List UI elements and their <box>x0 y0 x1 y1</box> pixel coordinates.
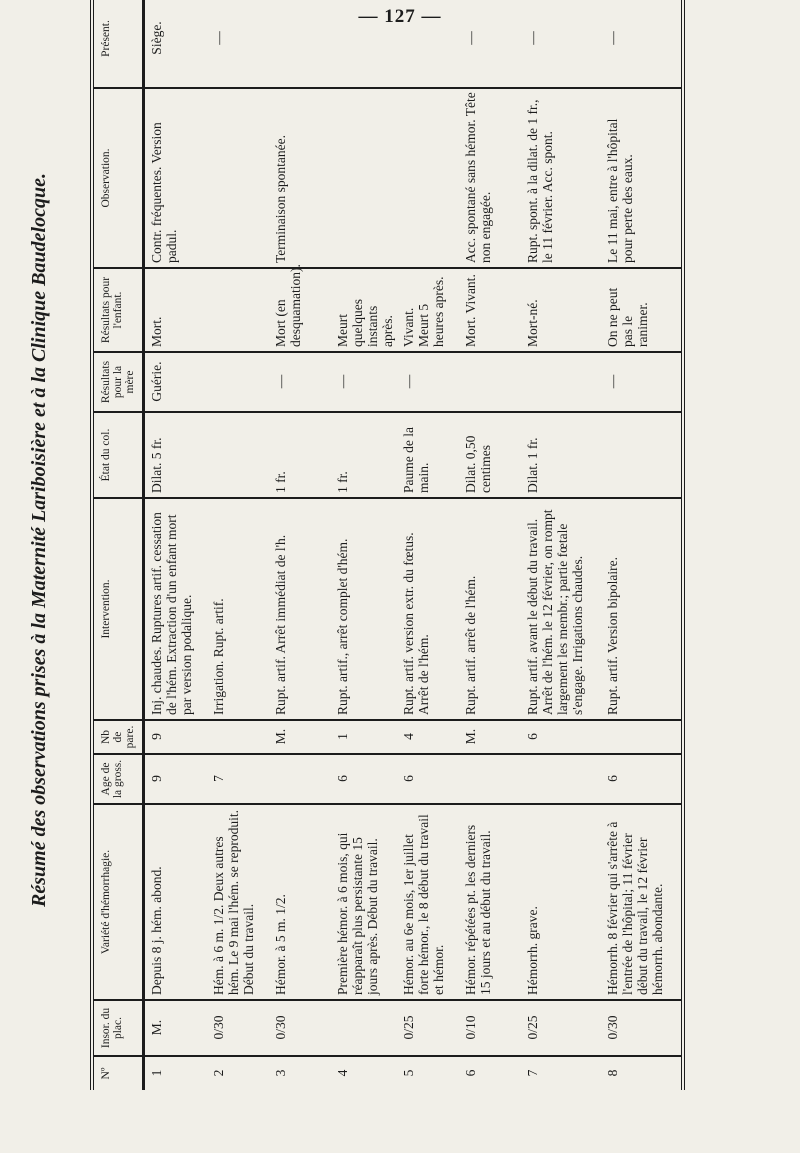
column-header: Résultats pour l'enfant. <box>92 268 144 352</box>
cell-mere <box>521 352 601 412</box>
table-row <box>601 0 683 1090</box>
column-header: Age de la gross. <box>92 754 144 804</box>
cell-observation: Le 11 mai, entre à l'hôpital pour perte des eaux. <box>601 88 683 268</box>
table-row <box>397 0 459 1090</box>
cell-present: Siège. <box>144 0 208 88</box>
cell-pare <box>207 720 269 754</box>
cell-present: — <box>459 0 521 88</box>
cell-variete: Première hémor. à 6 mois, qui réapparaît plus persistante 15 jours après. Début du travail. <box>331 804 397 1000</box>
cell-observation <box>331 88 397 268</box>
cell-enfant: Mort. <box>144 268 208 352</box>
cell-observation: Acc. spontané sans hémor. Tête non engagée. <box>459 88 521 268</box>
cell-mere: — <box>331 352 397 412</box>
table-caption: Résumé des observations prises à la Maternité Lariboisière et à la Clinique Baudelocque. <box>28 173 50 907</box>
cell-age <box>521 754 601 804</box>
cell-enfant: Mort-né. <box>521 268 601 352</box>
cell-col: 1 fr. <box>269 412 331 498</box>
cell-intervention: Rupt. artif. avant le début du travail. Arrêt de l'hém. le 12 février, on rompt largement les membr.; partie fœtale s'engage. Irrigations chaudes. <box>521 498 601 720</box>
cell-col: Dilat. 0,50 centimes <box>459 412 521 498</box>
cell-age <box>459 754 521 804</box>
cell-variete: Hémorrh. 8 février qui s'arrête à l'entrée de l'hôpital; 11 février début du travail, le 12 février hémorrh. abondante. <box>601 804 683 1000</box>
table-row <box>459 0 521 1090</box>
cell-insertion <box>331 1000 397 1056</box>
cell-insertion: 0/30 <box>269 1000 331 1056</box>
cell-mere: — <box>601 352 683 412</box>
cell-age: 6 <box>601 754 683 804</box>
cell-no: 3 <box>273 1069 288 1077</box>
cell-enfant: On ne peut pas le ranimer. <box>601 268 683 352</box>
cell-variete: Hémor. au 6e mois, 1er juillet forte hémor., le 8 début du travail et hémor. <box>397 804 459 1000</box>
cell-enfant: Mort. Vivant. <box>459 268 521 352</box>
cell-insertion: 0/30 <box>601 1000 683 1056</box>
cell-col: Dilat. 1 fr. <box>521 412 601 498</box>
column-header: Nb de pare. <box>92 720 144 754</box>
cell-pare: M. <box>269 720 331 754</box>
cell-age: 6 <box>397 754 459 804</box>
cell-intervention: Rupt. artif. version extr. du fœtus. Arrêt de l'hém. <box>397 498 459 720</box>
cell-age: 9 <box>144 754 208 804</box>
cell-insertion: M. <box>144 1000 208 1056</box>
table-row <box>144 0 208 1090</box>
cell-col <box>207 412 269 498</box>
cell-observation <box>207 88 269 268</box>
rotated-table-block <box>28 0 688 1090</box>
cell-present <box>331 0 397 88</box>
cell-pare <box>601 720 683 754</box>
cell-age: 6 <box>331 754 397 804</box>
cell-intervention: Rupt. artif. Arrêt immédiat de l'h. <box>269 498 331 720</box>
table-body <box>144 0 684 1090</box>
column-header: Variété d'hémorrhagie. <box>92 804 144 1000</box>
cell-col: 1 fr. <box>331 412 397 498</box>
cell-mere <box>459 352 521 412</box>
cell-mere: — <box>269 352 331 412</box>
cell-variete: Hémor. à 5 m. 1/2. <box>269 804 331 1000</box>
cell-age: 7 <box>207 754 269 804</box>
cell-no: 5 <box>401 1069 416 1077</box>
cell-pare: 1 <box>331 720 397 754</box>
cell-insertion: 0/25 <box>521 1000 601 1056</box>
table-row <box>207 0 269 1090</box>
cell-present <box>269 0 331 88</box>
cell-no: 1 <box>149 1069 164 1077</box>
cell-enfant: Mort (en desquamation). <box>269 268 331 352</box>
cell-observation: Rupt. spont. à la dilat. de 1 fr., le 11 février. Acc. spont. <box>521 88 601 268</box>
cell-insertion: 0/30 <box>207 1000 269 1056</box>
cell-intervention: Irrigation. Rupt. artif. <box>207 498 269 720</box>
cell-no: 4 <box>335 1069 350 1077</box>
cell-mere: Guérie. <box>144 352 208 412</box>
cell-enfant: Vivant. Meurt 5 heures après. <box>397 268 459 352</box>
page-number: — 127 — <box>358 6 442 27</box>
table-row <box>521 0 601 1090</box>
column-header: Observation. <box>92 88 144 268</box>
cell-pare: 4 <box>397 720 459 754</box>
cell-present: — <box>601 0 683 88</box>
cell-insertion: 0/25 <box>397 1000 459 1056</box>
cell-no: 7 <box>525 1069 540 1077</box>
table-row <box>269 0 331 1090</box>
column-header: Résultats pour la mère <box>92 352 144 412</box>
cell-variete: Hémorrh. grave. <box>521 804 601 1000</box>
table-row <box>331 0 397 1090</box>
cell-col <box>601 412 683 498</box>
cell-present: — <box>207 0 269 88</box>
observations-table <box>90 0 685 1090</box>
cell-intervention: Inj. chaudes. Ruptures artif. cessation de l'hém. Extraction d'un enfant mort par version podalique. <box>144 498 208 720</box>
table-header-row <box>92 0 144 1090</box>
cell-variete: Depuis 8 j. hém. abond. <box>144 804 208 1000</box>
column-header: Intervention. <box>92 498 144 720</box>
cell-observation: Contr. fréquentes. Version padul. <box>144 88 208 268</box>
column-header: État du col. <box>92 412 144 498</box>
cell-intervention: Rupt. artif. Version bipolaire. <box>601 498 683 720</box>
cell-observation: Terminaison spontanée. <box>269 88 331 268</box>
column-header: Nº <box>92 1056 144 1090</box>
cell-variete: Hém. à 6 m. 1/2. Deux autres hém. Le 9 mai l'hém. se reproduit. Début du travail. <box>207 804 269 1000</box>
column-header: Insor. du plac. <box>92 1000 144 1056</box>
cell-col: Dilat. 5 fr. <box>144 412 208 498</box>
column-header: Présent. <box>92 0 144 88</box>
cell-col: Paume de la main. <box>397 412 459 498</box>
cell-mere: — <box>397 352 459 412</box>
cell-no: 2 <box>211 1069 226 1077</box>
cell-mere <box>207 352 269 412</box>
cell-pare: M. <box>459 720 521 754</box>
cell-pare: 6 <box>521 720 601 754</box>
cell-no: 8 <box>605 1069 620 1077</box>
cell-observation <box>397 88 459 268</box>
cell-age <box>269 754 331 804</box>
cell-intervention: Rupt. artif., arrêt complet d'hém. <box>331 498 397 720</box>
cell-enfant: Meurt quelques instants après. <box>331 268 397 352</box>
cell-no: 6 <box>463 1069 478 1077</box>
cell-pare: 9 <box>144 720 208 754</box>
cell-enfant <box>207 268 269 352</box>
cell-present <box>397 0 459 88</box>
cell-variete: Hémor. répétées pt. les derniers 15 jours et au début du travail. <box>459 804 521 1000</box>
cell-insertion: 0/10 <box>459 1000 521 1056</box>
cell-present: — <box>521 0 601 88</box>
cell-intervention: Rupt. artif. arrêt de l'hém. <box>459 498 521 720</box>
